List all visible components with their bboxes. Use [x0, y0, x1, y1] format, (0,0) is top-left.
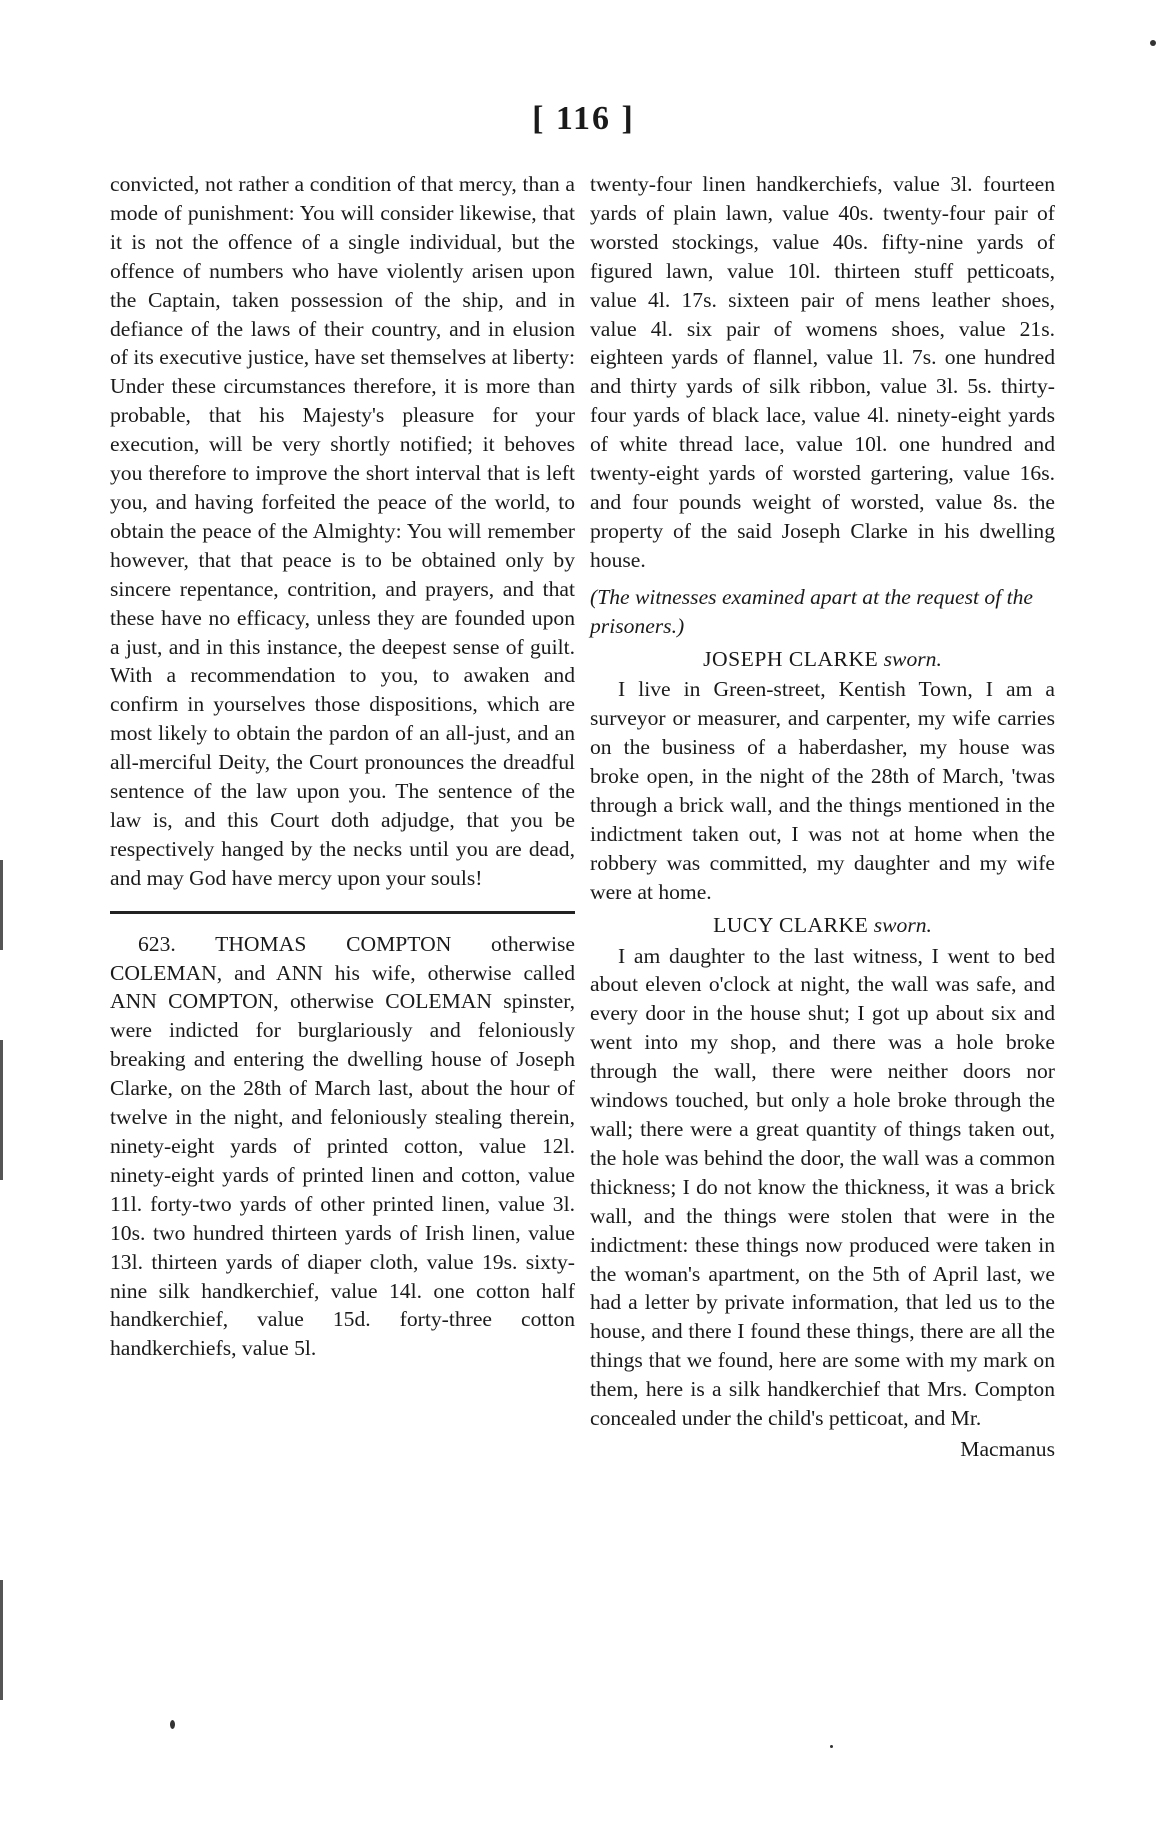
- catchword: Macmanus: [960, 1436, 1055, 1461]
- left-column: [110, 170, 575, 1363]
- witness-name: JOSEPH CLARKE: [703, 646, 879, 671]
- witness-testimony: I live in Green-street, Kentish Town, I am a surveyor or measurer, and carpenter, my wife carries on the business of a haberdasher, my house was broke open, in the night of the 28th of March, 'twas through a brick wall, and the things mentioned in the indictment taken out, I was not at home when the robbery was committed, my daughter and my wife were at home.: [590, 677, 1055, 904]
- case-paragraph: 623. THOMAS COMPTON otherwise COLEMAN, and ANN his wife, otherwise called ANN COMPTON, otherwise COLEMAN spinster, were indicted for burglariously and feloniously breaking and entering the dwelling house of Joseph Clarke, on the 28th of March last, about the hour of twelve in the night, and feloniously stealing therein, ninety-eight yards of printed cotton, value 12l. ninety-eight yards of printed linen and cotton, value 11l. forty-two yards of other printed linen, value 3l. 10s. two hundred thirteen yards of Irish linen, value 13l. thirteen yards of diaper cloth, value 19s. sixty-nine silk handkerchief, value 14l. one cotton half handkerchief, value 15d. forty-three cotton handkerchiefs, value 5l.: [110, 931, 575, 1361]
- section-divider: [110, 911, 575, 914]
- page-number: [ 116 ]: [532, 100, 635, 137]
- scan-speck: [170, 1720, 175, 1729]
- witness-heading: [590, 645, 1055, 674]
- scan-edge-mark: [0, 860, 3, 950]
- scan-edge-mark: [0, 1580, 3, 1700]
- sworn-label: sworn.: [873, 912, 932, 937]
- witness-testimony: I am daughter to the last witness, I went to bed about eleven o'clock at night, the wall was safe, and every door in the house shut; I got up about six and went into my shop, and there was a hole broke through the wall, there were neither doors nor windows touched, but only a hole broke through the wall; there were a great quantity of things taken out, the hole was behind the door, the wall was a common thickness; I do not know the thickness, it was a brick wall, and the things were stolen that were in the indictment: these things now produced were taken in the woman's apartment, on the 5th of April last, we had a letter by private information, that led us to the house, and there I found these things, there are all the things that we found, here are some with my mark on them, here is a silk handkerchief that Mrs. Compton concealed under the child's petticoat, and Mr.: [590, 943, 1055, 1431]
- continuation-paragraph: twenty-four linen handkerchiefs, value 3l. fourteen yards of plain lawn, value 40s. twenty-four pair of worsted stockings, value 40s. fifty-nine yards of figured lawn, value 10l. thirteen stuff petticoats, value 4l. 17s. sixteen pair of mens leather shoes, value 4l. six pair of womens shoes, value 21s. eighteen yards of flannel, value 1l. 7s. one hundred and thirty yards of silk ribbon, value 3l. 5s. thirty-four yards of black lace, value 4l. ninety-eight yards of white thread lace, value 10l. one hundred and twenty-eight yards of worsted gartering, value 16s. and four pounds weight of worsted, value 8s. the property of the said Joseph Clarke in his dwelling house.: [590, 172, 1055, 572]
- scan-speck: [1150, 40, 1156, 46]
- witness-name: LUCY CLARKE: [713, 912, 869, 937]
- scan-speck: [830, 1745, 833, 1748]
- sworn-label: sworn.: [883, 646, 942, 671]
- sentence-paragraph: convicted, not rather a condition of that mercy, than a mode of punishment: You will consider likewise, that it is not the offence of a single individual, but the offence of numbers who have violently arisen upon the Captain, taken possession of the ship, and in defiance of the laws of their country, and in elusion of its executive justice, have set themselves at liberty: Under these circumstances therefore, it is more than probable, that his Majesty's pleasure for your execution, will be very shortly notified; it behoves you therefore to improve the short interval that is left you, and having forfeited the peace of the world, to obtain the peace of the Almighty: You will remember however, that that peace is to be obtained only by sincere repentance, contrition, and prayers, and that these have no efficacy, unless they are founded upon a just, and in this instance, the deepest sense of guilt. With a recommendation to you, to awaken and confirm in yourselves those dispositions, which are most likely to obtain the pardon of an all-just, and an all-merciful Deity, the Court pronounces the dreadful sentence of the law upon you. The sentence of the law is, and this Court doth adjudge, that you be respectively hanged by the necks until you are dead, and may God have mercy upon your souls!: [110, 172, 575, 890]
- witness-note: (The witnesses examined apart at the request of the prisoners.): [590, 584, 1033, 638]
- witness-heading: [590, 911, 1055, 940]
- scan-edge-mark: [0, 1040, 3, 1180]
- right-column: [590, 170, 1055, 1464]
